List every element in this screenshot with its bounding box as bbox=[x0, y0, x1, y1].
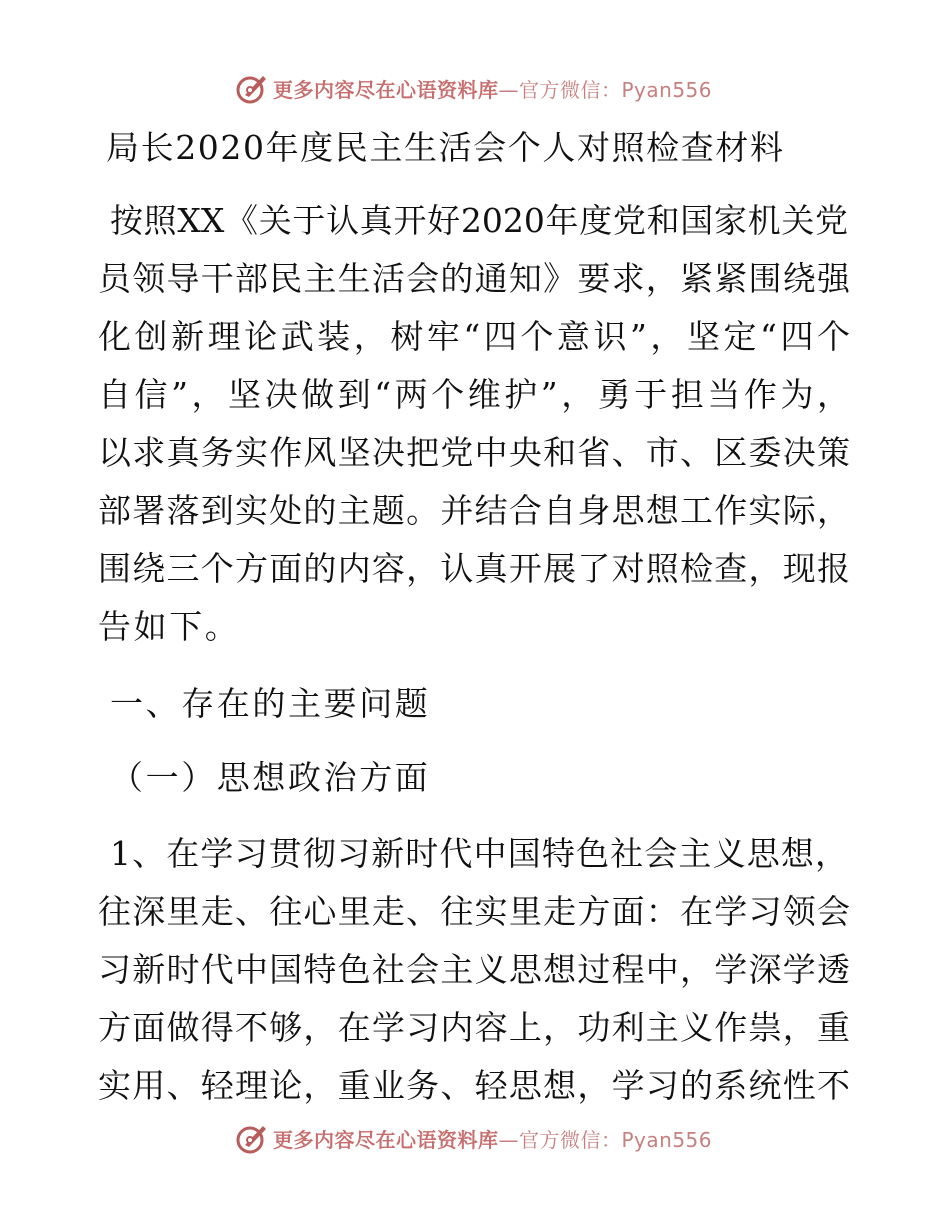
paragraph-line: 自信”，坚决做到“两个维护”，勇于担当作为， bbox=[98, 375, 850, 414]
paragraph-line: 员领导干部民主生活会的通知》要求，紧紧围绕强 bbox=[98, 259, 850, 298]
subsection-heading: （一）思想政治方面 bbox=[110, 758, 431, 797]
watermark-header bbox=[235, 68, 712, 108]
paragraph-line: 以求真务实作风坚决把党中央和省、市、区委决策 bbox=[98, 433, 850, 472]
watermark-footer bbox=[235, 1118, 712, 1158]
paragraph-line: 按照XX《关于认真开好2020年度党和国家机关党 bbox=[110, 201, 848, 240]
paragraph-line: 围绕三个方面的内容，认真开展了对照检查，现报 bbox=[98, 549, 850, 588]
watermark-text: 更多内容尽在心语资料库—官方微信：Pyan556 bbox=[273, 1127, 713, 1152]
item-line: 往深里走、往心里走、往实里走方面：在学习领会 bbox=[98, 892, 850, 931]
watermark-text: 更多内容尽在心语资料库—官方微信：Pyan556 bbox=[273, 77, 713, 102]
item-line: 习新时代中国特色社会主义思想过程中，学深学透 bbox=[98, 950, 850, 989]
item-line: 方面做得不够，在学习内容上，功利主义作祟，重 bbox=[98, 1008, 850, 1047]
item-line: 实用、轻理论，重业务、轻思想，学习的系统性不 bbox=[98, 1066, 850, 1105]
document-title: 局长2020年度民主生活会个人对照检查材料 bbox=[106, 128, 785, 167]
item-line: 1、在学习贯彻习新时代中国特色社会主义思想， bbox=[110, 834, 848, 873]
section-heading: 一、存在的主要问题 bbox=[110, 684, 431, 723]
quill-logo-icon bbox=[235, 71, 269, 105]
quill-logo-icon bbox=[235, 1121, 269, 1155]
paragraph-line: 部署落到实处的主题。并结合自身思想工作实际， bbox=[98, 491, 850, 530]
paragraph-line: 告如下。 bbox=[98, 607, 241, 646]
paragraph-line: 化创新理论武装，树牢“四个意识”，坚定“四个 bbox=[98, 317, 850, 356]
